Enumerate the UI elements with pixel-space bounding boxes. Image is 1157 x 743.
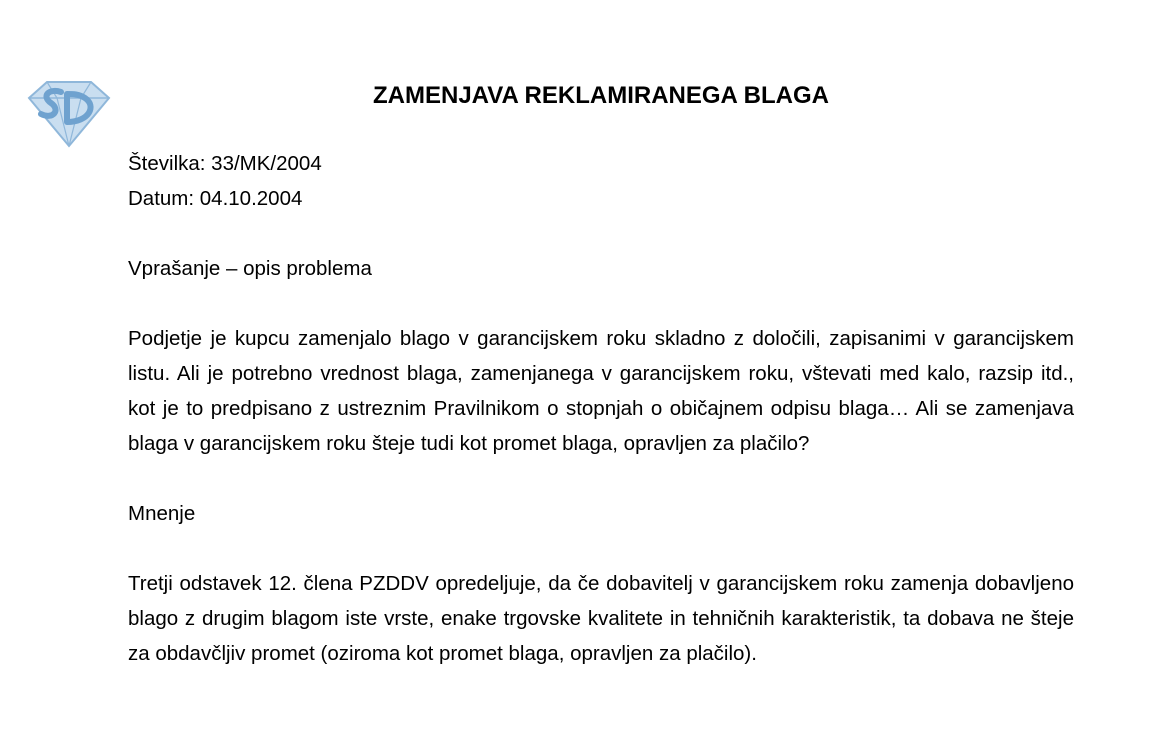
document-number: Številka: 33/MK/2004 (128, 152, 322, 175)
document-date: Datum: 04.10.2004 (128, 187, 303, 210)
document-body (128, 146, 1074, 671)
document-title: ZAMENJAVA REKLAMIRANEGA BLAGA (373, 82, 829, 109)
question-paragraph: Podjetje je kupcu zamenjalo blago v garancijskem roku skladno z določili, zapisanimi v garancijskem listu. Ali je potrebno vrednost blaga, zamenjanega v garancijskem roku, vštevati med kalo, razsip itd., kot je to predpisano z ustreznim Pravilnikom o stopnjah o običajnem odpisu blaga… Ali se zamenjava blaga v garancijskem roku šteje tudi kot promet blaga, opravljen za plačilo? (128, 327, 1074, 455)
opinion-paragraph: Tretji odstavek 12. člena PZDDV opredeljuje, da če dobavitelj v garancijskem roku zamenja dobavljeno blago z drugim blagom iste vrste, enake trgovske kvalitete in tehničnih karakteristik, ta dobava ne šteje za obdavčljiv promet (oziroma kot promet blaga, opravljen za plačilo). (128, 572, 1074, 665)
question-heading: Vprašanje – opis problema (128, 257, 372, 280)
opinion-heading: Mnenje (128, 502, 196, 525)
